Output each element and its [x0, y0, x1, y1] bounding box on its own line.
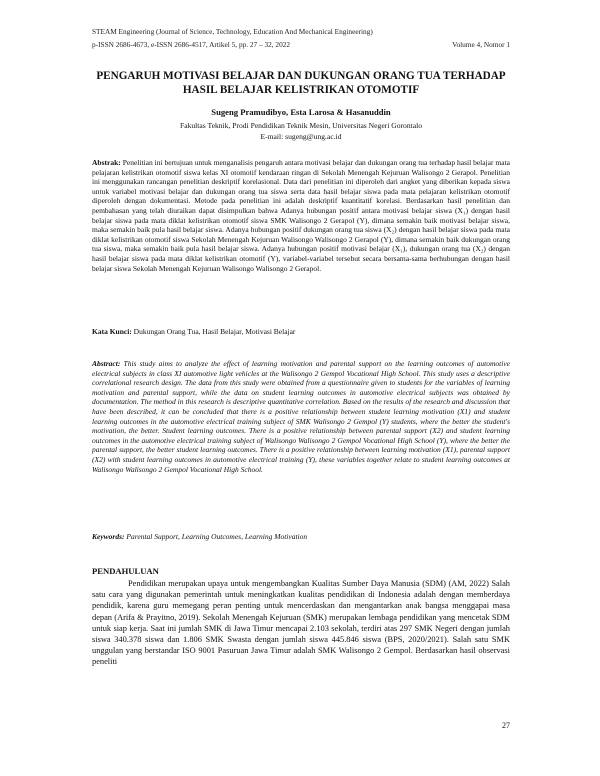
keywords [92, 532, 510, 542]
issn-text: p-ISSN 2686-4673, e-ISSN 2686-4517, Artikel 5, pp. 27 – 32, 2022 [92, 40, 291, 49]
volume-text: Volume 4, Nomor 1 [452, 40, 510, 49]
abstract-text: This study aims to analyze the effect of learning motivation and parental support on the learning outcomes of automotive electrical subjects in class XI automotive light vehicles at the Walisongo 2 Gempol Vocational High School. This study uses a descriptive correlational research design. The data from this study were obtained from a questionnaire given to students for the variables of learning motivation and parental support, while the data on student learning outcomes in automotive electrical subjects was obtained by documentation. The method in this research is descriptive quantitative correlation. Based on the results of the research and discussion that have been described, it can be concluded that there is a positive relationship between student learning motivation (X1) and student learning outcomes in the automotive electrical training subject of SMK Walisongo 2 Gempol (Y) students, where the better the student's motivation, the better. Student learning outcomes. There is a positive relationship between parental support (X2) and student learning outcomes in the automotive electrical training subject of Walisongo Walisongo 2 Gempol Vocational High School (Y), where the better the parental support, the better student learning outcomes. There is a positive relationship between learning motivation (X1), parental support (X2) with student learning outcomes in automotive electrical training (Y), these variables together relate to student learning outcomes at Walisongo Walisongo 2 Gempol Vocational High School. [92, 359, 510, 474]
authors: Sugeng Pramudibyo, Esta Larosa & Hasanuddin [211, 107, 391, 117]
keywords-text: Parental Support, Learning Outcomes, Learning Motivation [126, 532, 308, 541]
kata-kunci-text: Dukungan Orang Tua, Hasil Belajar, Motivasi Belajar [133, 327, 296, 336]
abstract-label: Abstract: [92, 359, 121, 368]
abstrak-label: Abstrak: [92, 158, 121, 167]
intro-paragraph: Pendidikan merupakan upaya untuk mengembangkan Kualitas Sumber Daya Manusia (SDM) (AM, 2022) Salah satu cara yang digunakan pemerintah untuk meningkatkan kualitas pendidikan di Indonesia adalah dengan memberdaya pendidik, karena guru memegang peran penting untuk mencerdaskan dan mengantarkan anak bangsa menggapai masa depan (Arifa & Prayitno, 2019). Sekolah Menengah Kejuruan (SMK) merupakan lembaga pendidikan yang mencetak SDM untuk siap kerja. Saat ini jumlah SMK di Jawa Timur mencapai 2.103 sekolah, terdiri atas 297 SMK Negeri dengan jumlah siswa 340.378 siswa dan 1.806 SMK Swasta dengan jumlah siswa 445.846 siswa (BPS, 2020/2021). Salah satu SMK unggulan yang berstandar ISO 9001 Pasuruan Jawa Timur adalah SMK Walisongo 2 Gempol. Berdasarkan hasil observasi peneliti [92, 579, 510, 667]
kata-kunci [92, 327, 510, 337]
abstrak-text: Penelitian ini bertujuan untuk menganalisis pengaruh antara motivasi belajar dan dukungan orang tua terhadap hasil belajar mata pelajaran kelistrikan otomotif siswa kelas XI otomotif kendaraan ringan di Sekolah Menengah Kejuruan Walisongo 2 Gerapol. Penelitian ini menggunakan rancangan penelitian deskriptif korelasional. Data dari penelitian ini diperoleh dari angket yang diberikan kepada siswa untuk variabel motivasi belajar dan dukungan orang tua siswa serta data hasil belajar siswa pada mata pelajaran kelistrikan otomotif diperoleh dengan dokumentasi. Metode pada penelitian ini adalah deskriptif kuantitatif korelasi. Berdasarkan hasil penelitian dan pembahasan yang telah diuraikan dapat disimpulkan bahwa Adanya hubungan positif antara motivasi belajar siswa (X₁) dengan hasil belajar siswa pada mata diklat kelistrikan otomotif siswa SMK Walisongo 2 Gerapol (Y), dimana semakin baik motivasi belajar siswa, maka semakin baik pula hasil belajar siswa. Adanya hubungan positif dukungan orang tua siswa (X₂) dengan hasil belajar siswa pada mata diklat kelistrikan otomotif siswa Sekolah Menengah Kejuruan Walisongo Walisongo 2 Gerapol (Y), dimana semakin baik dukungan orang tua siswa, maka semakin baik pula hasil belajar siswa. Adanya hubungan positif motivasi belajar (X₁), dukungan orang tua (X₂) dengan hasil belajar siswa pada mata diklat kelistrikan otomotif (Y), variabel-variabel tersebut secara bersama-sama berhubungan dengan hasil belajar siswa Sekolah Menengah Kejuruan Walisongo Walisongo 2 Gerapol. [92, 158, 511, 273]
issn-line [92, 40, 510, 49]
page-number: 27 [502, 721, 510, 730]
journal-name: STEAM Engineering (Journal of Science, Technology, Education And Mechanical Engineering) [92, 27, 373, 36]
abstrak-indonesian [92, 158, 510, 273]
paper-title: PENGARUH MOTIVASI BELAJAR DAN DUKUNGAN ORANG TUA TERHADAP HASIL BELAJAR KELISTRIKAN OTOMOTIF [96, 70, 506, 96]
keywords-label: Keywords: [92, 532, 125, 541]
email: E-mail: sugeng@ung.ac.id [260, 132, 342, 141]
affiliation: Fakultas Teknik, Prodi Pendidikan Teknik Mesin, Universitas Negeri Gorontalo [179, 121, 423, 130]
abstract-english [92, 359, 510, 474]
section-heading-pendahuluan: PENDAHULUAN [92, 566, 159, 576]
kata-kunci-label: Kata Kunci: [92, 327, 132, 336]
